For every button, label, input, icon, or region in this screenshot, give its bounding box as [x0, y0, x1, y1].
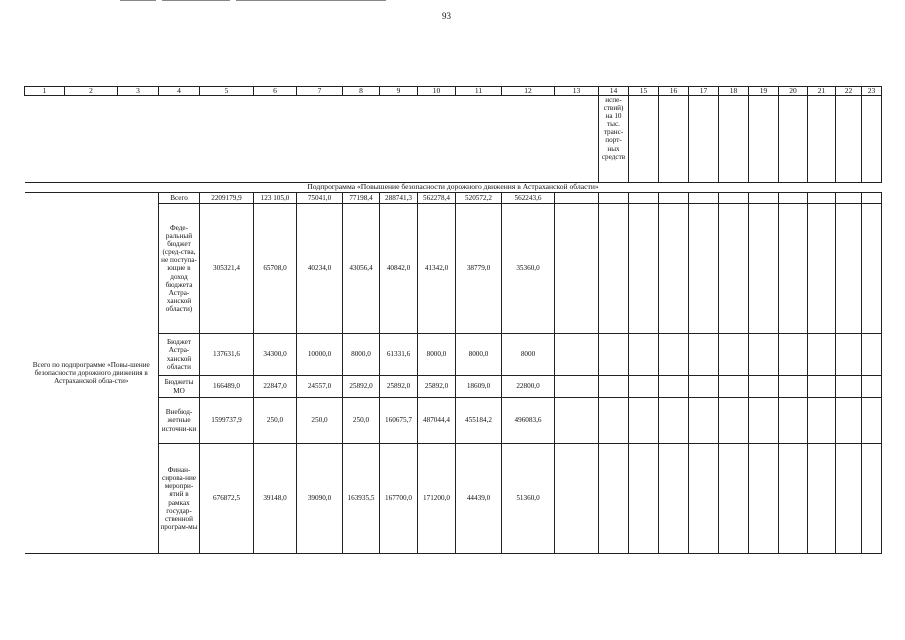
value-cell: 39148,0 — [254, 444, 297, 554]
value-cell: 160675,7 — [380, 398, 418, 444]
value-cell: 8000 — [502, 334, 555, 376]
col-number: 21 — [808, 87, 836, 96]
col-number: 9 — [380, 87, 418, 96]
col-number: 7 — [297, 87, 343, 96]
value-cell: 8000,0 — [456, 334, 502, 376]
value-cell: 24557,0 — [297, 376, 343, 398]
col-number: 14 — [599, 87, 629, 96]
col-number: 5 — [200, 87, 254, 96]
value-cell: 38779,0 — [456, 204, 502, 334]
value-cell: 455184,2 — [456, 398, 502, 444]
value-cell: 305321,4 — [200, 204, 254, 334]
value-cell: 75041,0 — [297, 193, 343, 204]
value-cell: 171200,0 — [418, 444, 456, 554]
value-cell: 25892,0 — [343, 376, 380, 398]
col-number: 16 — [659, 87, 689, 96]
value-cell: 25892,0 — [380, 376, 418, 398]
value-cell: 496083,6 — [502, 398, 555, 444]
col-number: 3 — [118, 87, 159, 96]
value-cell: 41342,0 — [418, 204, 456, 334]
value-cell: 40842,0 — [380, 204, 418, 334]
table-row — [25, 193, 882, 204]
value-cell: 676872,5 — [200, 444, 254, 554]
value-cell: 22800,0 — [502, 376, 555, 398]
value-cell: 61331,6 — [380, 334, 418, 376]
col-number: 8 — [343, 87, 380, 96]
value-cell: 39090,0 — [297, 444, 343, 554]
value-cell: 250,0 — [297, 398, 343, 444]
source-cell: Внебюд-жетные источни-ки — [159, 398, 200, 444]
value-cell: 163935,5 — [343, 444, 380, 554]
page-number: 93 — [442, 11, 451, 21]
col-number: 4 — [159, 87, 200, 96]
col-number: 10 — [418, 87, 456, 96]
continuation-row — [25, 96, 882, 183]
value-cell: 22847,0 — [254, 376, 297, 398]
col-number: 13 — [555, 87, 599, 96]
value-cell: 2209179,9 — [200, 193, 254, 204]
value-cell: 43056,4 — [343, 204, 380, 334]
budget-table — [24, 86, 882, 554]
value-cell: 562278,4 — [418, 193, 456, 204]
col-number: 20 — [779, 87, 808, 96]
value-cell: 137631,6 — [200, 334, 254, 376]
continuation-cell: испе-ствий) на 10 тыс. транс-порт-ных средств — [599, 96, 629, 183]
source-cell: Финан-сирова-ние меропри-ятий в рамках государ-ственной програм-мы — [159, 444, 200, 554]
source-cell: Феде-ральный бюджет (сред-ства, не поступа-ющие в доход бюджета Астра-ханской области) — [159, 204, 200, 334]
value-cell: 35360,0 — [502, 204, 555, 334]
value-cell: 40234,0 — [297, 204, 343, 334]
source-cell: Бюджет Астра-ханской области — [159, 334, 200, 376]
value-cell: 8000,0 — [343, 334, 380, 376]
col-number: 17 — [689, 87, 719, 96]
value-cell: 10000,0 — [297, 334, 343, 376]
subprogram-title: Подпрограмма «Повышение безопасности дорожного движения в Астраханской области» — [25, 183, 882, 193]
value-cell: 250,0 — [254, 398, 297, 444]
value-cell: 25892,0 — [418, 376, 456, 398]
col-number: 19 — [749, 87, 779, 96]
value-cell: 166489,0 — [200, 376, 254, 398]
value-cell: 8000,0 — [418, 334, 456, 376]
value-cell: 51360,0 — [502, 444, 555, 554]
col-number: 22 — [836, 87, 862, 96]
value-cell: 288741,3 — [380, 193, 418, 204]
value-cell: 167700,0 — [380, 444, 418, 554]
group-label: Всего по подпрограмме «Повы-шение безопасности дорожного движения в Астраханской обла-сти» — [25, 193, 159, 554]
value-cell: 562243,6 — [502, 193, 555, 204]
value-cell: 77198,4 — [343, 193, 380, 204]
col-number: 11 — [456, 87, 502, 96]
col-number: 23 — [862, 87, 882, 96]
col-number: 2 — [65, 87, 118, 96]
col-number: 1 — [25, 87, 65, 96]
source-cell: Всего — [159, 193, 200, 204]
value-cell: 34300,0 — [254, 334, 297, 376]
value-cell: 65708,0 — [254, 204, 297, 334]
value-cell: 44439,0 — [456, 444, 502, 554]
subprogram-title-row — [25, 183, 882, 193]
col-number: 18 — [719, 87, 749, 96]
value-cell: 487044,4 — [418, 398, 456, 444]
value-cell: 123 105,0 — [254, 193, 297, 204]
col-number: 15 — [629, 87, 659, 96]
source-cell: Бюджеты МО — [159, 376, 200, 398]
column-number-row — [25, 87, 882, 96]
value-cell: 1599737,9 — [200, 398, 254, 444]
value-cell: 520572,2 — [456, 193, 502, 204]
value-cell: 250,0 — [343, 398, 380, 444]
value-cell: 18609,0 — [456, 376, 502, 398]
col-number: 6 — [254, 87, 297, 96]
col-number: 12 — [502, 87, 555, 96]
